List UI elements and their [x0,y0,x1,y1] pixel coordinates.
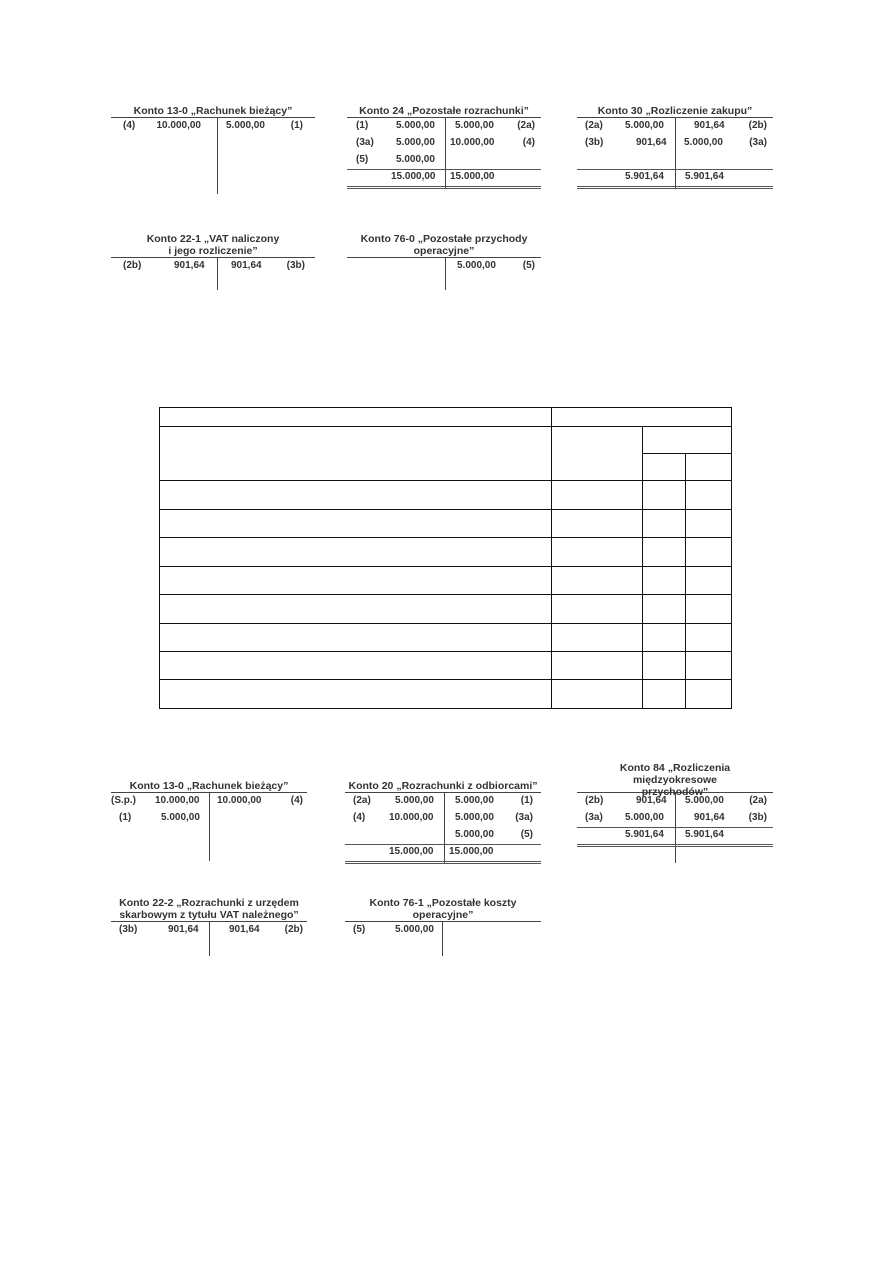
account-76-0 [347,232,541,290]
table-row [160,566,732,594]
ledger-row: (3b) 901,64 5.000,00 (3a) [585,137,767,148]
account-title: Konto 30 „Rozliczenie zakupu” [597,105,753,117]
account-title: Konto 13-0 „Rachunek bieżący” [129,780,289,792]
ledger-row: (5) 5.000,00 [353,924,434,935]
account-title: Konto 76-1 „Pozostałe koszty operacyjne” [369,896,517,921]
account-24 [347,104,541,188]
table-cell [686,453,732,480]
ledger-row: (2b) 901,64 5.000,00 (2a) [585,795,767,806]
ledger-row: (S.p.) 10.000,00 10.000,00 (4) [111,795,303,806]
account-20 [345,767,541,863]
ledger-total-row: 5.901,64 5.901,64 [577,827,773,847]
ledger-total-row: 5.901,64 5.901,64 [577,169,773,189]
account-13-0-bottom [111,767,307,861]
ledger-row: (5) 5.000,00 [356,154,435,165]
table-cell [160,426,552,481]
account-13-0-top [111,104,315,194]
account-22-2 [111,896,307,956]
table-cell [643,453,686,480]
ledger-total-row: 15.000,00 15.000,00 [347,169,541,189]
ledger-row: (3a) 5.000,00 901,64 (3b) [585,812,767,823]
ledger-total-row: 15.000,00 15.000,00 [345,844,541,864]
table-row [160,680,732,709]
empty-ledger-table [159,407,732,709]
table-row [160,595,732,623]
table-row [160,509,732,537]
ledger-row: (4) 10.000,00 5.000,00 (3a) [353,812,533,823]
account-84 [577,761,773,863]
account-22-1 [111,232,315,290]
account-30 [577,104,773,188]
ledger-row: (3a) 5.000,00 10.000,00 (4) [356,137,535,148]
account-title: Konto 24 „Pozostałe rozrachunki” [359,105,529,117]
account-title: Konto 76-0 „Pozostałe przychody operacyjne” [360,232,528,257]
table-cell [160,408,552,427]
table-cell [552,408,732,427]
account-title: Konto 84 „Rozliczenia międzyokresowe przychodów” [619,761,731,798]
ledger-row: 5.000,00 (5) [455,829,533,840]
account-title: Konto 22-1 „VAT naliczony i jego rozliczenie” [146,232,280,257]
table-row [160,481,732,509]
account-title: Konto 20 „Rozrachunki z odbiorcami” [348,780,538,792]
ledger-row: (2b) 901,64 901,64 (3b) [123,260,305,271]
ledger-row: (4) 10.000,00 5.000,00 (1) [123,120,303,131]
ledger-row: (1) 5.000,00 [119,812,200,823]
ledger-row: (2a) 5.000,00 901,64 (2b) [585,120,767,131]
ledger-row: (1) 5.000,00 5.000,00 (2a) [356,120,535,131]
account-76-1 [345,896,541,956]
ledger-row: (3b) 901,64 901,64 (2b) [119,924,303,935]
table-cell [643,426,732,453]
table-row [160,623,732,651]
table-row [160,652,732,680]
ledger-row: (2a) 5.000,00 5.000,00 (1) [353,795,533,806]
table-row [160,538,732,566]
table-cell [552,426,643,481]
ledger-row: 5.000,00 (5) [457,260,535,271]
account-title: Konto 22-2 „Rozrachunki z urzędem skarbowym z tytułu VAT należnego” [119,896,299,921]
account-title: Konto 13-0 „Rachunek bieżący” [133,105,293,117]
